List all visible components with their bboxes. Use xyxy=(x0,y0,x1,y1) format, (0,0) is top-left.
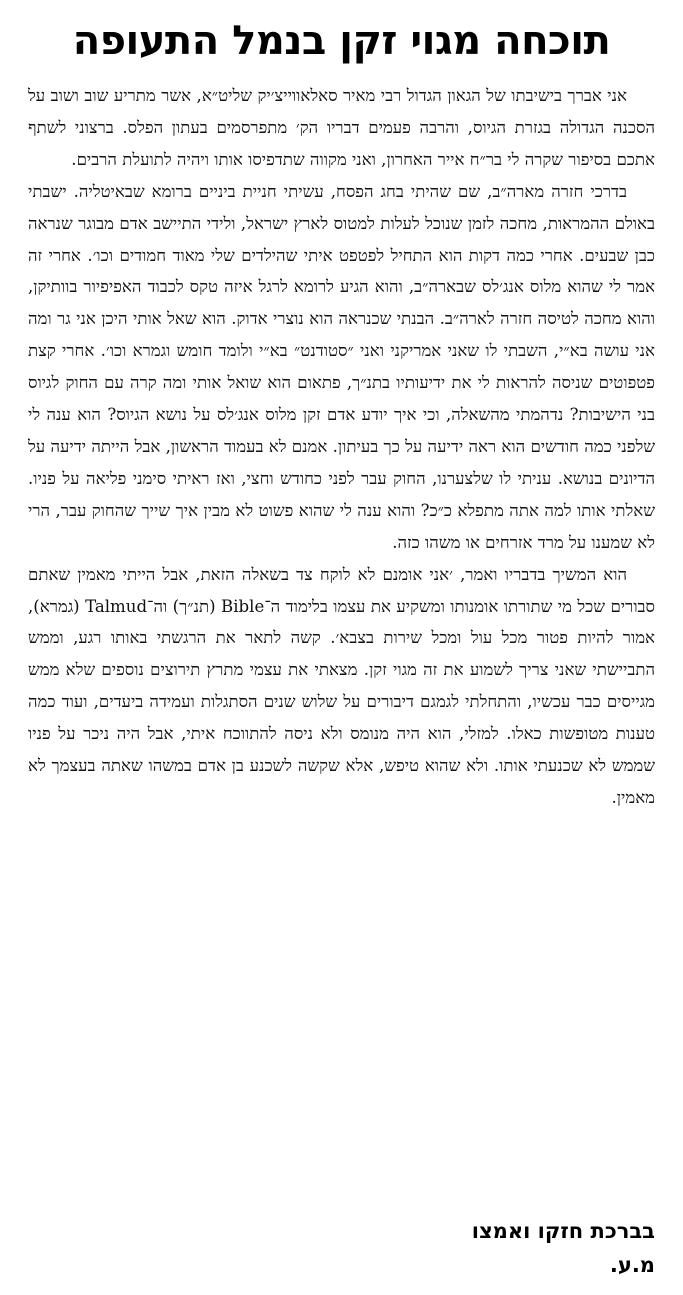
article-headline: תוכחה מגוי זקן בנמל התעופה xyxy=(72,18,611,64)
article-body xyxy=(28,80,655,814)
article-paragraph-3: הוא המשיך בדבריו ואמר, ׳אני אומנם לא לוקח צד בשאלה הזאת, אבל הייתי מאמין שאתם סבורים שכל מי שתורתו אומנותו ומשקיע את עצמו בלימוד ה־Bible (תנ״ך) וה־Talmud (גמרא), אמור להיות פטור מכל עול ומכל שירות בצבא׳. קשה לתאר את הרגשתי באותו רגע, וממש התביישתי שאני צריך לשמוע את זה מגוי זקן. מצאתי את עצמי מתרץ תירוצים נוספים שלא ממש מגייסים כבר עכשיו, והתחלתי לגמגם דיבורים על שלוש שנים הסתגלות ועמידה ביעדים, ועוד כמה טענות מטופשות כאלו. למזלי, הוא היה מנומס ולא ניסה להתווכח איתי, אבל היה ניכר על פניו שממש לא שכנעתי אותו. ולא שהוא טיפש, אלא שקשה לשכנע בן אדם במשהו שאתה בעצמך לא מאמין. xyxy=(28,564,655,807)
letter-signoff xyxy=(472,1214,655,1282)
signoff-greeting: בברכת חזקו ואמצו xyxy=(471,1219,655,1243)
signoff-initials: מ.ע. xyxy=(609,1253,655,1277)
article-paragraph-2: בדרכי חזרה מארה״ב, שם שהיתי בחג הפסח, עשיתי חניית ביניים ברומא שבאיטליה. ישבתי באולם ההמראות, מחכה לזמן שנוכל לעלות למטוס לארץ ישראל, ולידי התיישב אדם מבוגר שנראה כבן שבעים. אחרי כמה דקות הוא התחיל לפטפט איתי שהילדים שלי מאוד חמודים וכו׳. אחרי זה אמר לי שהוא מלוס אנג׳לס שבארה״ב, והוא הגיע לרומא לרגל איזה טקס לכבוד האפיפיור בוותיקן, והוא מחכה לטיסה חזרה לארה״ב. הבנתי שכנראה הוא נוצרי אדוק. הוא שאל אותי היכן אני גר ומה אני עושה בא״י, השבתי לו שאני אמריקני ואני ״סטודנט״ בא״י ולומד חומש וגמרא וכו׳. אחרי קצת פטפוטים שניסה להראות לי את ידיעותיו בתנ״ך, פתאום הוא שואל אותי ומה קרה עם החוק לגיוס בני הישיבות? נדהמתי מהשאלה, וכי איך יודע אדם זקן מלוס אנג׳לס על נושא הגיוס? הוא ענה לי שלפני כמה חודשים הוא ראה ידיעה על כך בעיתון. אמנם לא בעמוד הראשון, אבל הייתה ידיעה על הדיונים בנושא. עניתי לו שלצערנו, החוק עבר לפני כחודש וחצי, ואז ראיתי סימני פליאה על פניו. שאלתי אותו למה אתה מתפלא כ״כ? והוא ענה לי שהוא פשוט לא מבין איך שייך שהחוק עבר, הרי לא שמענו על מרד אזרחים או משהו כזה. xyxy=(28,181,655,552)
article-paragraph-1: אני אברך בישיבתו של הגאון הגדול רבי מאיר סאלאווייצ׳יק שליט״א, אשר מתריע שוב ושוב על הסכנה הגדולה בגזרת הגיוס, והרבה פעמים דבריו הק׳ מתפרסמים בעתון הפלס. ברצוני לשתף אתכם בסיפור שקרה לי בר״ח אייר האחרון, ואני מקווה שתדפיסו אותו ויהיה לתועלת הרבים. xyxy=(28,86,655,169)
